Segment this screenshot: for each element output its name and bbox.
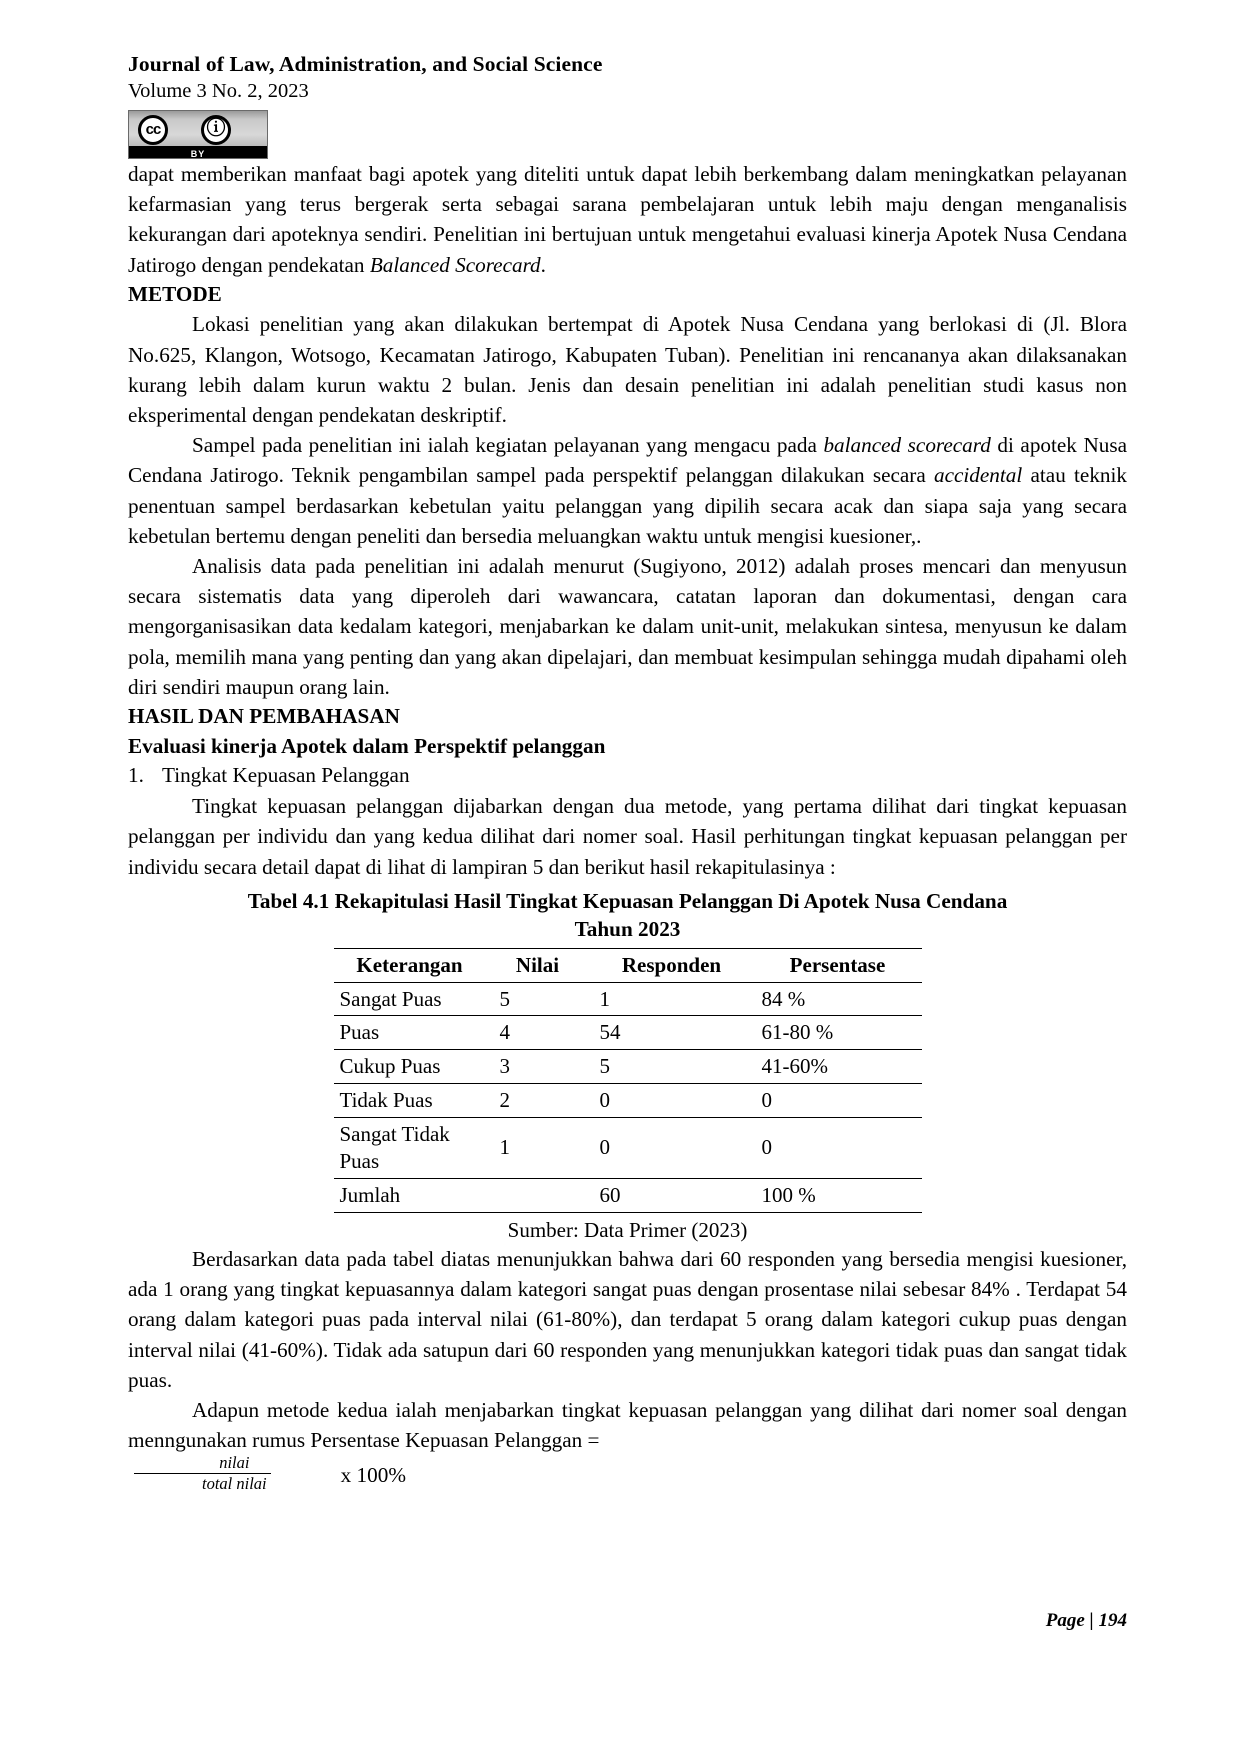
table-row xyxy=(334,982,922,1016)
table-caption xyxy=(128,888,1127,944)
list-item-number: 1. xyxy=(128,763,144,788)
page-number-footer: Page | 194 xyxy=(1045,1610,1127,1631)
table-header-responden: Responden xyxy=(590,948,752,982)
table-container xyxy=(334,948,922,1213)
table-row xyxy=(334,1084,922,1118)
cc-icon: cc xyxy=(138,115,168,145)
cell-keterangan: Tidak Puas xyxy=(334,1084,484,1118)
paragraph-metode-1: Lokasi penelitian yang akan dilakukan bertempat di Apotek Nusa Cendana yang berlokasi di (Jl. Blora No.625, Klangon, Wotsogo, Kecamatan Jatirogo, Kabupaten Tuban). Penelitian ini rencananya akan dilaksanakan kurang lebih dalam kurun waktu 2 bulan. Jenis dan desain penelitian ini adalah penelitian studi kasus non eksperimental dengan pendekatan deskriptif. xyxy=(128,312,1127,428)
table-caption-line-2: Tahun 2023 xyxy=(574,916,681,941)
paragraph-berdasarkan: Berdasarkan data pada tabel diatas menunjukkan bahwa dari 60 responden yang bersedia mengisi kuesioner, ada 1 orang yang tingkat kepuasannya dalam kategori sangat puas dengan prosentase nilai sebesar 84% . Terdapat 54 orang dalam kategori puas pada interval nilai (61-80%), dan terdapat 5 orang dalam kategori cukup puas dengan interval nilai (41-60%). Tidak ada satupun dari 60 responden yang menunjukkan kategori tidak puas dan sangat tidak puas. xyxy=(128,1246,1127,1392)
paragraph-metode-2-italic-1: balanced scorecard xyxy=(823,433,991,458)
paragraph-intro-italic: Balanced Scorecard xyxy=(369,252,541,277)
paragraph-intro xyxy=(128,159,1127,280)
heading-metode: METODE xyxy=(128,281,222,306)
cell-keterangan: Jumlah xyxy=(334,1178,484,1212)
cell-persentase: 84 % xyxy=(752,982,922,1016)
formula-numerator: nilai xyxy=(219,1453,250,1473)
table-header-keterangan: Keterangan xyxy=(334,948,484,982)
paragraph-metode-3: Analisis data pada penelitian ini adalah menurut (Sugiyono, 2012) adalah proses mencari dan menyusun secara sistematis data yang diperoleh dari wawancara, catatan laporan dan dokumentasi, dengan cara mengorganisasikan data kedalam kategori, menjabarkan ke dalam unit-unit, melakukan sintesa, menyusun ke dalam pola, memilih mana yang penting dan yang akan dipelajari, dan membuat kesimpulan sehingga mudah dipahami oleh diri sendiri maupun orang lain. xyxy=(128,554,1127,699)
cell-responden: 5 xyxy=(590,1050,752,1084)
table-body xyxy=(334,982,922,1212)
paragraph-metode-2-c: atau teknik penentuan sampel berdasarkan kebetulan yaitu pelanggan yang dipilih secara acak dan siapa saja yang secara kebetulan bertemu dengan peneliti dan bersedia meluangkan waktu untuk mengisi kuesioner,. xyxy=(128,463,1128,548)
cell-nilai: 2 xyxy=(484,1084,590,1118)
cell-persentase: 41-60% xyxy=(752,1050,922,1084)
table-row xyxy=(334,1050,922,1084)
table-row xyxy=(334,1118,922,1179)
creative-commons-badge xyxy=(128,110,268,159)
cell-responden: 0 xyxy=(590,1084,752,1118)
cell-persentase: 61-80 % xyxy=(752,1016,922,1050)
heading-hasil-dan-pembahasan: HASIL DAN PEMBAHASAN xyxy=(128,704,400,729)
cc-by-person-icon: ⓘ xyxy=(201,115,231,145)
cell-responden: 0 xyxy=(590,1118,752,1179)
paragraph-metode-2-italic-2: accidental xyxy=(934,463,1023,488)
list-item xyxy=(128,761,1127,791)
subheading-evaluasi-kinerja: Evaluasi kinerja Apotek dalam Perspektif pelanggan xyxy=(128,733,606,758)
paragraph-adapun-text: Adapun metode kedua ialah menjabarkan tingkat kepuasan pelanggan yang dilihat dari nomer soal dengan menngunakan rumus Persentase Kepuasan Pelanggan = xyxy=(128,1397,1127,1453)
cell-persentase: 0 xyxy=(752,1118,922,1179)
cell-persentase: 100 % xyxy=(752,1178,922,1212)
cell-responden: 60 xyxy=(590,1178,752,1212)
kepuasan-pelanggan-table xyxy=(334,948,922,1213)
persentase-formula-fraction xyxy=(134,1454,271,1493)
cell-nilai: 1 xyxy=(484,1118,590,1179)
paragraph-intro-tail: . xyxy=(540,252,546,277)
page-header xyxy=(128,52,1127,159)
list-item-label: Tingkat Kepuasan Pelanggan xyxy=(162,763,410,788)
cell-keterangan: Cukup Puas xyxy=(334,1050,484,1084)
table-head xyxy=(334,948,922,982)
paragraph-adapun xyxy=(128,1395,1127,1494)
cell-nilai: 5 xyxy=(484,982,590,1016)
cell-nilai: 3 xyxy=(484,1050,590,1084)
cell-keterangan: Sangat Puas xyxy=(334,982,484,1016)
journal-volume: Volume 3 No. 2, 2023 xyxy=(128,80,309,103)
paragraph-tingkat-kepuasan: Tingkat kepuasan pelanggan dijabarkan dengan dua metode, yang pertama dilihat dari tingkat kepuasan pelanggan per individu dan yang kedua dilihat dari nomer soal. Hasil perhitungan tingkat kepuasan pelanggan per individu secara detail dapat di lihat di lampiran 5 dan berikut hasil rekapitulasinya : xyxy=(128,794,1127,879)
cell-keterangan: Sangat Tidak Puas xyxy=(334,1118,484,1179)
cell-persentase: 0 xyxy=(752,1084,922,1118)
table-caption-line-1: Tabel 4.1 Rekapitulasi Hasil Tingkat Kepuasan Pelanggan Di Apotek Nusa Cendana xyxy=(247,888,1008,913)
paragraph-adapun-tail: x 100% xyxy=(340,1462,406,1487)
cc-by-label: BY xyxy=(190,148,206,159)
paragraph-metode-2-b: di apotek Nusa Cendana Jatirogo. Teknik pengambilan sampel pada perspektif pelanggan dilakukan secara xyxy=(128,433,1127,488)
table-source-note: Sumber: Data Primer (2023) xyxy=(507,1217,748,1242)
cell-nilai xyxy=(484,1178,590,1212)
paragraph-intro-text: dapat memberikan manfaat bagi apotek yang diteliti untuk dapat lebih berkembang dalam meningkatkan pelayanan kefarmasian yang terus bergerak serta sebagai sarana pembelajaran untuk lebih maju dengan menganalisis kekurangan dari apoteknya sendiri. Penelitian ini bertujuan untuk mengetahui evaluasi kinerja Apotek Nusa Cendana Jatirogo dengan pendekatan xyxy=(128,161,1127,277)
paragraph-metode-2 xyxy=(128,430,1127,551)
cell-responden: 54 xyxy=(590,1016,752,1050)
cell-nilai: 4 xyxy=(484,1016,590,1050)
table-header-nilai: Nilai xyxy=(484,948,590,982)
table-row-total xyxy=(334,1178,922,1212)
formula-denominator: total nilai xyxy=(134,1473,271,1493)
table-header-persentase: Persentase xyxy=(752,948,922,982)
paragraph-metode-2-a: Sampel pada penelitian ini ialah kegiatan pelayanan yang mengacu pada xyxy=(192,433,824,458)
table-row xyxy=(334,1016,922,1050)
cell-keterangan: Puas xyxy=(334,1016,484,1050)
table-header-row xyxy=(334,948,922,982)
cell-responden: 1 xyxy=(590,982,752,1016)
journal-title: Journal of Law, Administration, and Social Science xyxy=(128,52,603,76)
